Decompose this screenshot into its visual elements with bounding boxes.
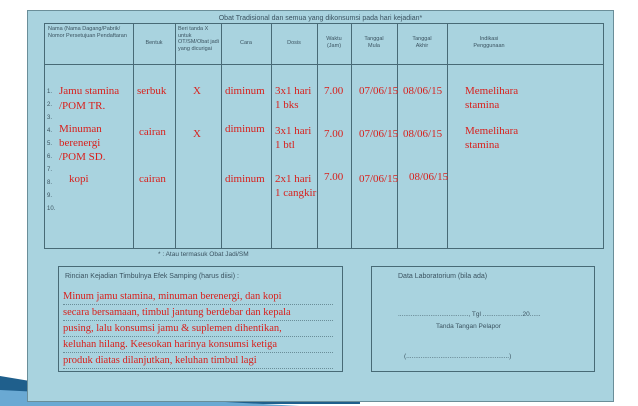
consumption-table xyxy=(44,23,604,249)
event-details-text xyxy=(63,289,333,369)
column-header-waktu: Waktu (Jam) xyxy=(326,36,342,49)
signature-label: Tanda Tangan Pelapor xyxy=(436,323,501,330)
form-section-title: Obat Tradisional dan semua yang dikonsumsi pada hari kejadian* xyxy=(218,15,423,22)
event-details-box xyxy=(58,266,343,372)
entry-3-name-line-1: kopi xyxy=(69,173,89,185)
entry-2-name-line-1: Minuman xyxy=(59,123,102,135)
row-number: 7. xyxy=(47,167,53,173)
row-number: 6. xyxy=(47,154,53,160)
entry-2-indikasi-line-1: Memelihara xyxy=(465,125,519,137)
entry-1-name-line-2: /POM TR. xyxy=(59,100,106,112)
column-header-bentuk: Bentuk xyxy=(145,40,163,46)
event-details-line: Minum jamu stamina, minuman berenergi, dan kopi xyxy=(63,289,333,305)
column-header-tanda: Beri tanda X untuk OT/SM/Obat jadi yang dicurigai xyxy=(178,26,219,52)
entry-3-tanggal-mula: 07/06/15 xyxy=(359,173,399,185)
entry-1-tanda: X xyxy=(193,85,201,97)
entry-1-dosis-line-1: 3x1 hari xyxy=(275,85,312,97)
column-header-tanggal-akhir: Tanggal Akhir xyxy=(412,36,432,49)
column-divider xyxy=(133,24,134,248)
column-header-tanggal-mula: Tanggal Mula xyxy=(364,36,384,49)
row-number: 8. xyxy=(47,180,53,186)
column-divider xyxy=(175,24,176,248)
entry-2-indikasi-line-2: stamina xyxy=(465,139,500,151)
lab-data-title: Data Laboratorium (bila ada) xyxy=(398,273,488,280)
column-header-cara: Cara xyxy=(240,40,252,46)
entry-1-tanggal-mula: 07/06/15 xyxy=(359,85,399,97)
column-divider xyxy=(221,24,222,248)
row-number: 3. xyxy=(47,115,53,121)
event-details-title: Rincian Kejadian Timbulnya Efek Samping (harus diisi) : xyxy=(65,273,239,280)
entry-2-tanggal-akhir: 08/06/15 xyxy=(403,128,443,140)
entry-3-waktu: 7.00 xyxy=(324,171,344,183)
entry-2-bentuk: cairan xyxy=(139,126,166,138)
entry-3-bentuk: cairan xyxy=(139,173,166,185)
entry-2-dosis-line-2: 1 btl xyxy=(275,139,295,151)
entry-2-tanda: X xyxy=(193,128,201,140)
event-details-line: pusing, lalu konsumsi jamu & suplemen dihentikan, xyxy=(63,321,333,337)
entry-2-name-line-2: berenergi xyxy=(59,137,101,149)
lab-data-box xyxy=(371,266,595,372)
entry-2-cara: diminum xyxy=(225,123,265,135)
row-number: 5. xyxy=(47,141,53,147)
column-divider xyxy=(271,24,272,248)
entry-1-tanggal-akhir: 08/06/15 xyxy=(403,85,443,97)
event-details-line: produk diatas dilanjutkan, keluhan timbul lagi xyxy=(63,353,333,369)
column-divider xyxy=(447,24,448,248)
entry-3-dosis-line-1: 2x1 hari xyxy=(275,173,312,185)
entry-2-tanggal-mula: 07/06/15 xyxy=(359,128,399,140)
table-footnote: * : Atau termasuk Obat Jadi/SM xyxy=(158,251,249,258)
column-divider xyxy=(351,24,352,248)
event-details-line: keluhan hilang. Keesokan harinya konsumsi ketiga xyxy=(63,337,333,353)
row-number: 1. xyxy=(47,89,53,95)
column-divider xyxy=(317,24,318,248)
entry-1-bentuk: serbuk xyxy=(137,85,167,97)
entry-1-indikasi-line-2: stamina xyxy=(465,99,500,111)
entry-3-dosis-line-2: 1 cangkir xyxy=(275,187,317,199)
entry-2-waktu: 7.00 xyxy=(324,128,344,140)
date-line: ......................................., Tgl ......................20...... xyxy=(398,311,541,318)
entry-1-name-line-1: Jamu stamina xyxy=(59,85,120,97)
entry-2-name-line-3: /POM SD. xyxy=(59,151,106,163)
entry-3-tanggal-akhir: 08/06/15 xyxy=(409,171,449,183)
adverse-event-form xyxy=(27,10,614,402)
row-number: 2. xyxy=(47,102,53,108)
entry-1-waktu: 7.00 xyxy=(324,85,344,97)
entry-1-cara: diminum xyxy=(225,85,265,97)
row-number: 10. xyxy=(47,206,56,212)
column-header-dosis: Dosis xyxy=(287,40,301,46)
row-number: 4. xyxy=(47,128,53,134)
column-header-nama: Nama (Nama Dagang/Pabrik/ Nomor Persetujuan Pendaftaran xyxy=(48,26,127,39)
event-details-line: secara bersamaan, timbul jantung berdebar dan kepala xyxy=(63,305,333,321)
entry-1-indikasi-line-1: Memelihara xyxy=(465,85,519,97)
header-separator xyxy=(45,64,603,65)
reporter-name-line: (.........................................................) xyxy=(404,353,512,360)
column-header-indikasi: Indikasi Penggunaan xyxy=(473,36,505,49)
entry-3-cara: diminum xyxy=(225,173,265,185)
entry-2-dosis-line-1: 3x1 hari xyxy=(275,125,312,137)
entry-1-dosis-line-2: 1 bks xyxy=(275,99,299,111)
row-number: 9. xyxy=(47,193,53,199)
